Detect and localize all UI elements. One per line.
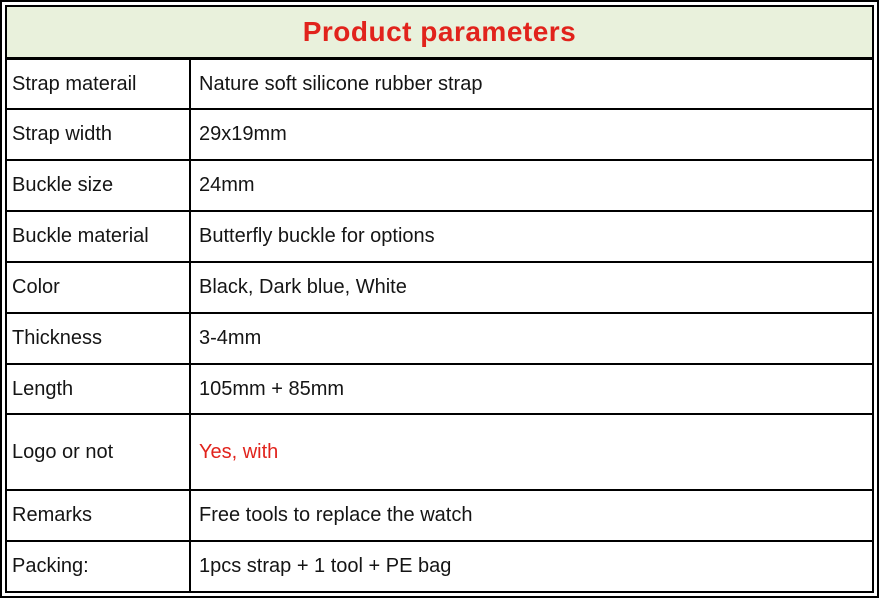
table-title: Product parameters bbox=[6, 6, 873, 58]
param-label: Color bbox=[6, 262, 190, 313]
table-row bbox=[6, 160, 873, 211]
param-value: Yes, with bbox=[190, 414, 873, 490]
param-value: Free tools to replace the watch bbox=[190, 490, 873, 541]
param-value: 105mm + 85mm bbox=[190, 364, 873, 415]
param-label: Buckle material bbox=[6, 211, 190, 262]
param-label: Remarks bbox=[6, 490, 190, 541]
param-label: Buckle size bbox=[6, 160, 190, 211]
param-value: 3-4mm bbox=[190, 313, 873, 364]
param-label: Thickness bbox=[6, 313, 190, 364]
table-row bbox=[6, 541, 873, 592]
param-label: Strap width bbox=[6, 109, 190, 160]
param-value: Butterfly buckle for options bbox=[190, 211, 873, 262]
table-row bbox=[6, 313, 873, 364]
param-label: Logo or not bbox=[6, 414, 190, 490]
param-label: Packing: bbox=[6, 541, 190, 592]
table-row bbox=[6, 364, 873, 415]
param-label: Strap materail bbox=[6, 58, 190, 109]
table-row bbox=[6, 414, 873, 490]
param-value: Nature soft silicone rubber strap bbox=[190, 58, 873, 109]
param-value: 1pcs strap + 1 tool + PE bag bbox=[190, 541, 873, 592]
product-parameters-table bbox=[5, 5, 874, 593]
table-row bbox=[6, 262, 873, 313]
param-value: 24mm bbox=[190, 160, 873, 211]
param-value: 29x19mm bbox=[190, 109, 873, 160]
table-row bbox=[6, 211, 873, 262]
table-header-row bbox=[6, 6, 873, 58]
table-row bbox=[6, 109, 873, 160]
param-label: Length bbox=[6, 364, 190, 415]
param-value: Black, Dark blue, White bbox=[190, 262, 873, 313]
table-row bbox=[6, 490, 873, 541]
table-row bbox=[6, 58, 873, 109]
